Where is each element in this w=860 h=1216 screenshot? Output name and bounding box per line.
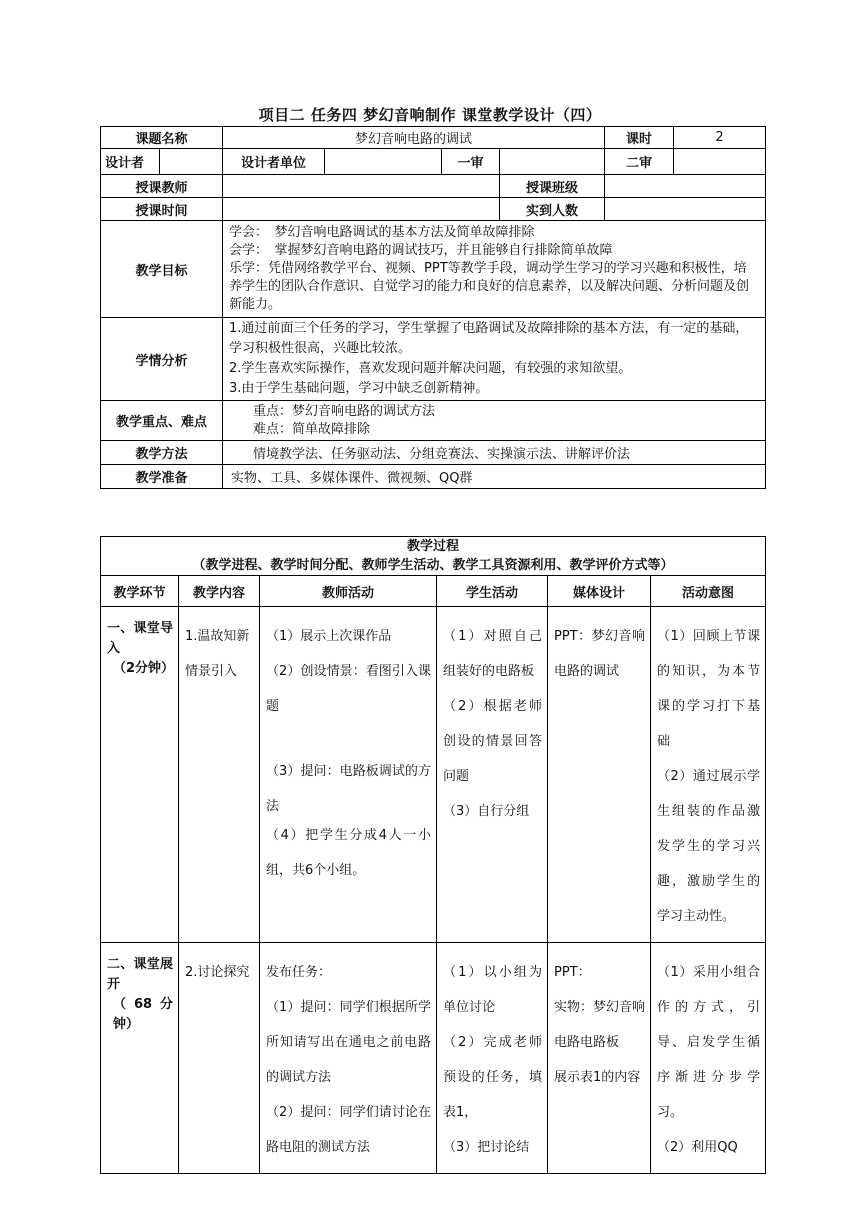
process-title-cell xyxy=(101,537,766,576)
prep-value: 实物、工具、多媒体课件、微视频、QQ群 xyxy=(223,465,766,489)
stage-cell xyxy=(101,943,179,1174)
header-teacher: 教师活动 xyxy=(260,576,437,607)
stage-time: （2分钟） xyxy=(113,661,175,676)
methods-value: 情境教学法、任务驱动法、分组竞赛法、实操演示法、讲解评价法 xyxy=(223,441,766,465)
goals-content xyxy=(223,221,766,318)
analysis-label: 学情分析 xyxy=(101,318,223,401)
teacher-item: （1）提问：同学们根据所学所知请写出在通电之前电路的调试方法 xyxy=(266,1000,431,1085)
student-item: （2）完成老师预设的任务，填表1， xyxy=(443,1035,542,1120)
table-row xyxy=(101,943,766,1174)
stage-time: （68分钟） xyxy=(113,997,173,1032)
review1-label: 一审 xyxy=(442,149,500,175)
content-item: 情景引入 xyxy=(185,664,238,679)
media-item: 实物：梦幻音响电路电路板 xyxy=(554,1000,646,1050)
teacher-item: （4）把学生分成4人一小组，共6个小组。 xyxy=(266,828,431,878)
review2-value xyxy=(674,149,766,175)
student-item: （2）根据老师创设的情景回答问题 xyxy=(443,699,542,784)
goal-item: 会学： 掌握梦幻音响电路的调试技巧，并且能够自行排除简单故障 xyxy=(229,243,613,258)
keypoints-label: 教学重点、难点 xyxy=(101,401,223,441)
attendance-label: 实到人数 xyxy=(500,198,605,221)
header-student: 学生活动 xyxy=(437,576,548,607)
designer-value xyxy=(160,149,223,175)
teacher-value xyxy=(223,175,500,198)
stage-text: 一、课堂导入 xyxy=(107,621,173,656)
designer-label: 设计者 xyxy=(101,149,160,175)
prep-label: 教学准备 xyxy=(101,465,223,489)
hours-value: 2 xyxy=(674,127,766,149)
process-subtitle: （教学进程、教学时间分配、教师学生活动、教学工具资源利用、教学评价方式等） xyxy=(192,558,674,573)
intent-item: （1）采用小组合作的方式，引导、启发学生循序渐进分步学习。 xyxy=(657,965,761,1120)
teacher-item: 发布任务： xyxy=(266,965,332,980)
attendance-value xyxy=(605,198,766,221)
student-item: （1）以小组为单位讨论 xyxy=(443,965,542,1015)
time-value xyxy=(223,198,500,221)
stage-cell xyxy=(101,607,179,943)
media-cell xyxy=(548,607,651,943)
student-cell xyxy=(437,607,548,943)
process-table xyxy=(100,536,766,1174)
keypoints-content xyxy=(223,401,766,441)
designer-unit-value xyxy=(325,149,442,175)
header-content: 教学内容 xyxy=(179,576,260,607)
teacher-label: 授课教师 xyxy=(101,175,223,198)
review1-value xyxy=(500,149,605,175)
analysis-item: 3.由于学生基础问题，学习中缺乏创新精神。 xyxy=(229,381,489,396)
teacher-item: （2）创设情景：看图引入课题 xyxy=(266,664,431,714)
stage-text: 二、课堂展开 xyxy=(107,957,173,992)
teacher-cell xyxy=(260,607,437,943)
review2-label: 二审 xyxy=(605,149,674,175)
content-cell xyxy=(179,607,260,943)
hours-label: 课时 xyxy=(605,127,674,149)
goal-item: 学会： 梦幻音响电路调试的基本方法及简单故障排除 xyxy=(229,225,535,240)
class-value xyxy=(605,175,766,198)
keypoint-item: 难点：简单故障排除 xyxy=(253,421,371,437)
goal-item: 乐学：凭借网络教学平台、视频、PPT等教学手段，调动学生学习的学习兴趣和积极性，培养学生的团队合作意识、自觉学习的能力和良好的信息素养，以及解决问题、分析问题及创新能力。 xyxy=(229,261,750,312)
content-cell xyxy=(179,943,260,1174)
info-table xyxy=(100,126,766,489)
student-item: （3）自行分组 xyxy=(443,804,530,819)
teacher-cell xyxy=(260,943,437,1174)
intent-item: （1）回顾上节课的知识，为本节课的学习打下基础 xyxy=(657,629,761,749)
intent-item: （2）利用QQ xyxy=(657,1140,738,1155)
class-label: 授课班级 xyxy=(500,175,605,198)
analysis-item: 1.通过前面三个任务的学习，学生掌握了电路调试及故障排除的基本方法，有一定的基础，学习积极性很高，兴趣比较浓。 xyxy=(229,321,749,356)
teacher-item: （2）提问：同学们请讨论在路电阻的测试方法 xyxy=(266,1105,431,1155)
student-cell xyxy=(437,943,548,1174)
media-item: 展示表1的内容 xyxy=(554,1070,641,1085)
header-media: 媒体设计 xyxy=(548,576,651,607)
student-item: （3）把讨论结 xyxy=(443,1140,530,1155)
table-row xyxy=(101,607,766,943)
header-intent: 活动意图 xyxy=(651,576,766,607)
content-item: 2.讨论探究 xyxy=(185,965,250,980)
methods-label: 教学方法 xyxy=(101,441,223,465)
keypoint-item: 重点：梦幻音响电路的调试方法 xyxy=(253,403,436,419)
analysis-content xyxy=(223,318,766,401)
student-item: （1）对照自己组装好的电路板 xyxy=(443,629,542,679)
teacher-spacer xyxy=(266,724,431,754)
media-cell xyxy=(548,943,651,1174)
designer-unit-label: 设计者单位 xyxy=(223,149,325,175)
teacher-item: （1）展示上次课作品 xyxy=(266,629,392,644)
media-item: PPT： xyxy=(554,965,591,980)
intent-cell xyxy=(651,607,766,943)
intent-cell xyxy=(651,943,766,1174)
media-item: PPT：梦幻音响电路的调试 xyxy=(554,629,645,679)
header-stage: 教学环节 xyxy=(101,576,179,607)
goals-label: 教学目标 xyxy=(101,221,223,318)
process-title: 教学过程 xyxy=(407,539,460,554)
teacher-item: （3）提问：电路板调试的方法 xyxy=(266,764,431,814)
course-label: 课题名称 xyxy=(101,127,223,149)
time-label: 授课时间 xyxy=(101,198,223,221)
content-item: 1.温故知新 xyxy=(185,629,250,644)
analysis-item: 2.学生喜欢实际操作，喜欢发现问题并解决问题，有较强的求知欲望。 xyxy=(229,361,632,376)
intent-item: （2）通过展示学生组装的作品激发学生的学习兴趣，激励学生的学习主动性。 xyxy=(657,769,761,924)
page-title: 项目二 任务四 梦幻音响制作 课堂教学设计（四） xyxy=(258,106,602,124)
course-value: 梦幻音响电路的调试 xyxy=(223,127,605,149)
